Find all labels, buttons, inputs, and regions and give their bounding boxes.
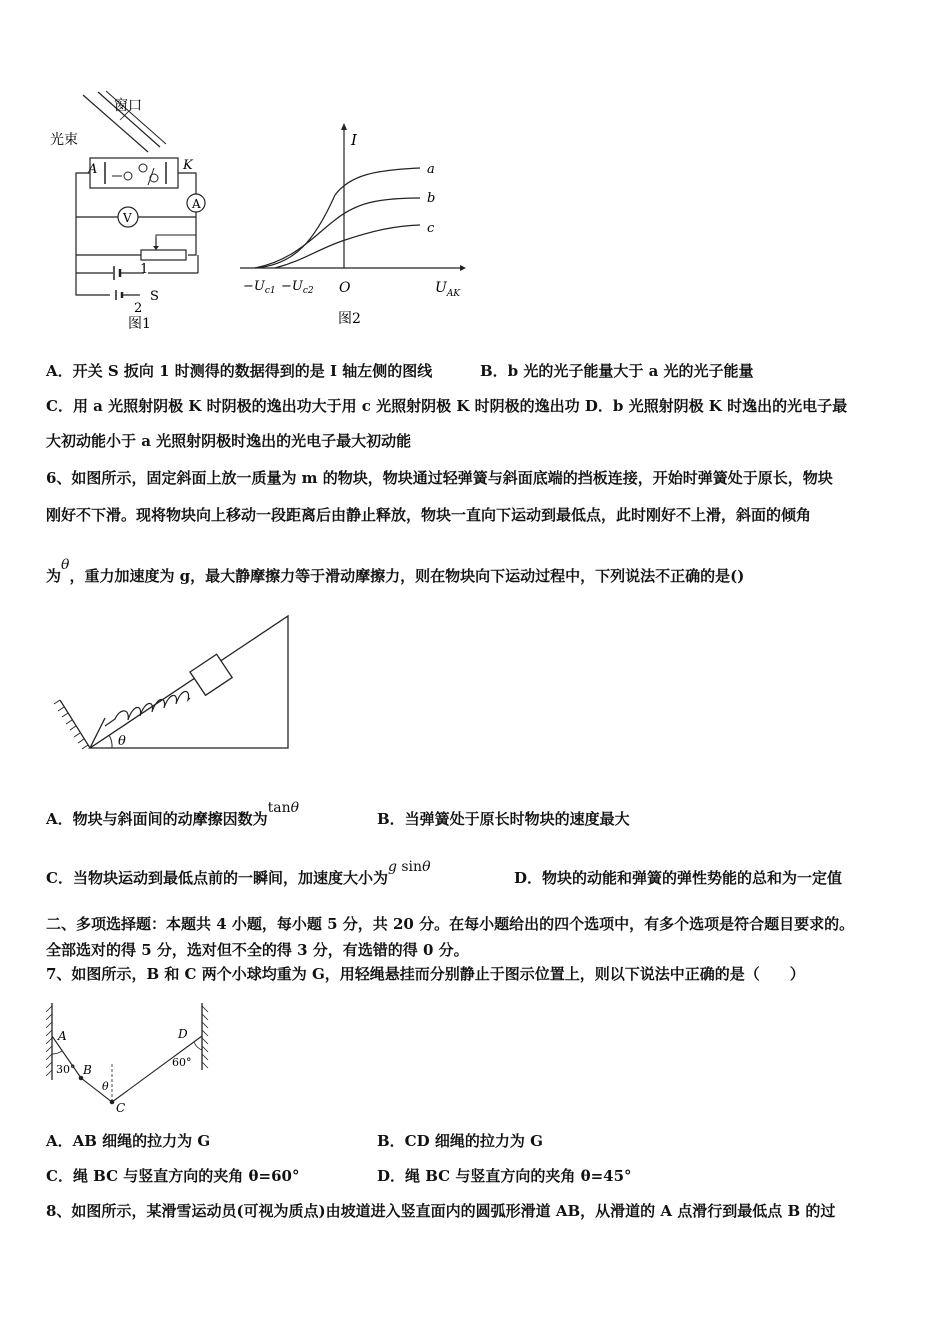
curve-c — [275, 225, 420, 268]
q6-stem-line2: 刚好不下滑。现将物块向上移动一段距离后由静止释放，物块一直向下运动到最低点，此时刚好不上滑，斜面的倾角 — [46, 506, 812, 524]
q7-option-c: C．绳 BC 与竖直方向的夹角 θ=60° — [46, 1167, 300, 1185]
q6-option-d: D．物块的动能和弹簧的弹性势能的总和为一定值 — [514, 869, 843, 887]
origin-label: O — [339, 280, 351, 296]
y-axis-label: I — [351, 131, 357, 149]
q6-option-a: A．物块与斜面间的动摩擦因数为tanθ — [46, 800, 300, 828]
label-a: A — [58, 1029, 67, 1043]
switch-label: S — [150, 289, 159, 304]
label-c: C — [116, 1101, 126, 1115]
figure-2-iu-graph — [235, 120, 470, 335]
curve-b — [255, 198, 420, 268]
q8-stem: 8、如图所示，某滑雪运动员(可视为质点)由坡道进入竖直面内的圆弧形滑道 AB，从滑道的 A 点滑行到最低点 B 的过 — [46, 1202, 836, 1220]
curve-a-label: a — [427, 162, 435, 177]
q7-option-b: B．CD 细绳的拉力为 G — [377, 1132, 543, 1150]
fig2-caption: 图2 — [338, 311, 361, 327]
rheostat-icon — [141, 250, 186, 260]
angle-theta: θ — [102, 1080, 109, 1093]
figure-incline-spring — [50, 608, 300, 758]
angle-60: 60° — [172, 1056, 192, 1069]
window-label: 窗口 — [114, 98, 142, 114]
block-icon — [190, 654, 232, 695]
beam-label: 光束 — [50, 132, 78, 148]
anode-label: A — [88, 162, 98, 177]
ammeter-label: A — [192, 197, 201, 211]
cathode-label: K — [183, 158, 193, 173]
figure-q7-ropes — [44, 998, 219, 1118]
q5-option-c-d: C．用 a 光照射阴极 K 时阴极的逸出功大于用 c 光照射阴极 K 时阴极的逸出功 D．b 光照射阴极 K 时逸出的光电子最 — [46, 397, 848, 415]
switch-pos1: 1 — [140, 262, 149, 277]
q6-option-c: C．当物块运动到最低点前的一瞬间，加速度大小为g sinθ — [46, 859, 431, 887]
q7-stem: 7、如图所示，B 和 C 两个小球均重为 G，用轻绳悬挂而分别静止于图示位置上，则以下说法中正确的是（ ） — [46, 965, 805, 983]
q6-stem-line3: 为θ，重力加速度为 g，最大静摩擦力等于滑动摩擦力，则在物块向下运动过程中，下列说法不正确的是() — [46, 557, 745, 585]
section2-heading-line1: 二、多项选择题：本题共 4 小题，每小题 5 分，共 20 分。在每小题给出的四个选项中，有多个选项是符合题目要求的。 — [46, 915, 855, 933]
switch-pos2: 2 — [134, 301, 143, 316]
q5-option-d-cont: 大初动能小于 a 光照射阴极时逸出的光电子最大初动能 — [46, 432, 412, 450]
angle-30: 30° — [56, 1063, 76, 1076]
curve-c-label: c — [427, 221, 435, 236]
incline-theta: θ — [118, 734, 126, 749]
voltmeter-label: V — [123, 211, 132, 225]
uc1-label: $-U_{c1}$ — [243, 279, 276, 296]
q5-option-b: B．b 光的光子能量大于 a 光的光子能量 — [480, 362, 754, 380]
section2-heading-line2: 全部选对的得 5 分，选对但不全的得 3 分，有选错的得 0 分。 — [46, 941, 469, 959]
figure-1-circuit — [48, 90, 223, 335]
q7-option-a: A．AB 细绳的拉力为 G — [46, 1132, 211, 1150]
q5-option-a: A．开关 S 扳向 1 时测得的数据得到的是 I 轴左侧的图线 — [46, 362, 433, 380]
q6-stem-line1: 6、如图所示，固定斜面上放一质量为 m 的物块，物块通过轻弹簧与斜面底端的挡板连接，开始时弹簧处于原长，物块 — [46, 469, 833, 487]
uc2-label: $-U_{c2}$ — [281, 279, 314, 296]
spring-icon — [105, 691, 190, 726]
curve-b-label: b — [427, 191, 436, 206]
fig1-caption: 图1 — [128, 316, 151, 332]
q6-option-b: B．当弹簧处于原长时物块的速度最大 — [377, 810, 630, 828]
label-d: D — [178, 1027, 188, 1041]
x-axis-label: $U_{AK}$ — [435, 280, 461, 299]
theta-symbol: θ — [61, 557, 70, 573]
label-b: B — [83, 1063, 92, 1077]
q7-option-d: D．绳 BC 与竖直方向的夹角 θ=45° — [377, 1167, 632, 1185]
